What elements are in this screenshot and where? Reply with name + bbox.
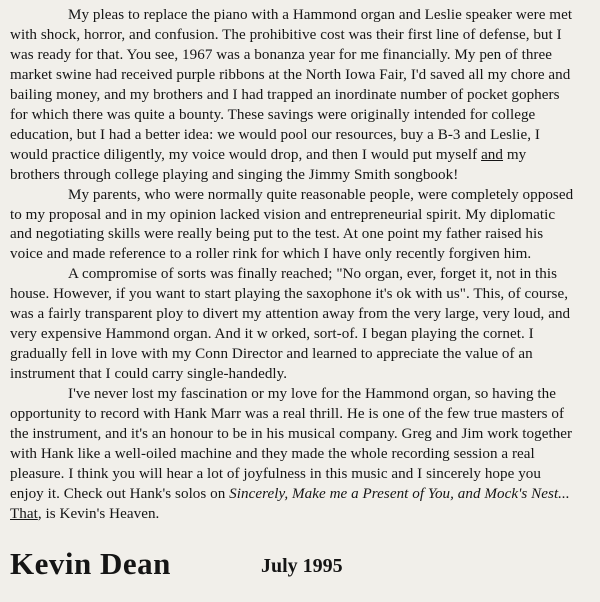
text-segment: , is Kevin's Heaven.: [37, 505, 160, 522]
underlined-word: and: [481, 146, 504, 163]
liner-notes-text: [10, 6, 574, 525]
text-segment: my brothers through college playing and singing the Jimmy Smith songbook!: [10, 146, 527, 183]
text-segment: A compromise of sorts was finally reached; "No organ, ever, forget it, not in this house. However, if you want to start playing the saxophone it's ok with us". This, of course, was a fairly transparent ploy to divert my attention away from the very large, very loud, and very expensive Hammond organ. And it w orked, sort-of. I began playing the cornet. I gradually fell in love with my Conn Director and learned to appreciate the value of an instrument that I could carry single-handedly.: [10, 266, 571, 383]
paragraph-compromise: [10, 265, 574, 385]
paragraph-hank-marr: [10, 385, 574, 525]
author-name: Kevin Dean: [10, 546, 171, 581]
paragraph-organ-plan: [10, 6, 574, 186]
underlined-word: That: [10, 505, 38, 522]
signature-date: July 1995: [261, 555, 343, 577]
signature-block: [10, 546, 570, 586]
text-segment: My parents, who were normally quite reasonable people, were completely opposed to my proposal and in my opinion lacked vision and entrepreneurial spirit. My diplomatic and negotiating skills were really being put to the test. At one point my father raised his voice and made reference to a roller rink for which I have only recently forgiven him.: [10, 186, 574, 263]
text-segment: I've never lost my fascination or my love for the Hammond organ, so having the opportunity to record with Hank Marr was a real thrill. He is one of the few true masters of the instrument, and it's an honour to be in his musical company. Greg and Jim work together with Hank like a well-oiled machine and they made the whole recording session a real pleasure. I think you will hear a lot of joyfulness in this music and I sincerely hope you enjoy it. Check out Hank's solos on: [10, 386, 573, 502]
text-segment: My pleas to replace the piano with a Hammond organ and Leslie speaker were met with shock, horror, and confusion. The prohibitive cost was their first line of defense, but I was ready for that. You see, 1967 was a bonanza year for me financially. My pen of three market swine had received purple ribbons at the North Iowa Fair, I'd saved all my chore and bailing money, and my brothers and I had trapped an inordinate number of pocket gophers for which there was quite a bounty. These savings were originally intended for college education, but I had a better idea: we would pool our resources, buy a B-3 and Leslie, I would practice diligently, my voice would drop, and then I would put myself: [10, 7, 573, 163]
paragraph-parents: [10, 186, 574, 266]
song-titles: Sincerely, Make me a Present of You, and Mock's Nest...: [229, 485, 570, 502]
